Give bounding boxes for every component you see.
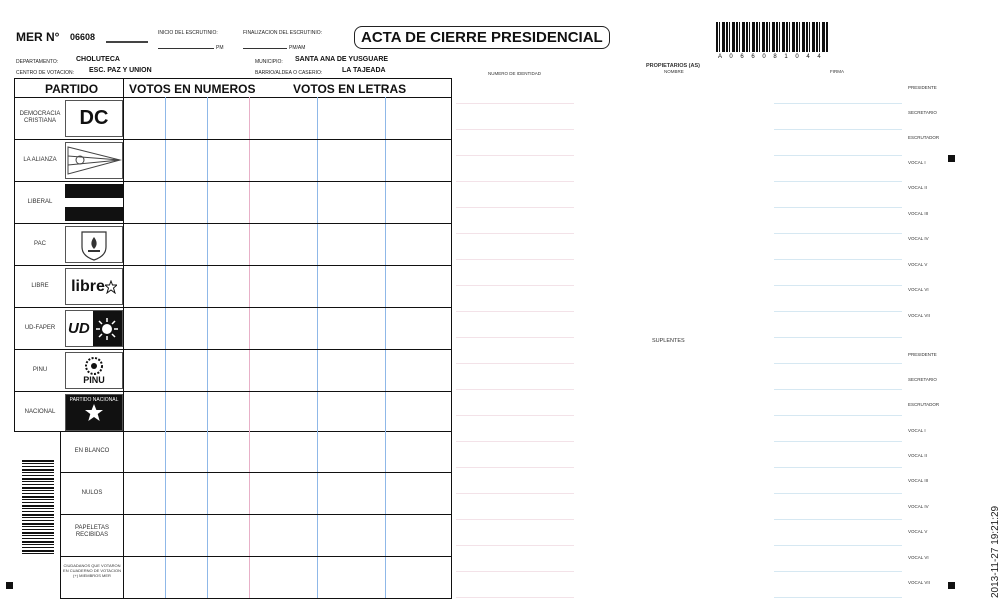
inicio-line xyxy=(158,48,214,49)
municipio-value: SANTA ANA DE YUSGUARE xyxy=(295,56,389,63)
nacional-logo-icon: PARTIDO NACIONAL xyxy=(65,394,123,431)
municipio-label: MUNICIPIO: xyxy=(255,59,283,65)
finalizacion-unit: PM/AM xyxy=(289,45,306,51)
role-label: VOCAL V xyxy=(908,529,928,534)
alianza-logo-icon xyxy=(65,142,123,179)
role-label: SECRETARIO xyxy=(908,377,937,382)
mer-number: 06608 xyxy=(70,32,96,42)
total-row-label: PAPELETAS RECIBIDAS xyxy=(74,525,110,538)
numero-identidad-label: NUMERO DE IDENTIDAD xyxy=(488,71,542,76)
col-partido: PARTIDO xyxy=(45,82,99,96)
party-name: NACIONAL xyxy=(24,409,56,415)
role-label: VOCAL V xyxy=(908,262,928,267)
role-label: VOCAL IV xyxy=(908,504,929,509)
departamento-label: DEPARTAMENTO: xyxy=(16,59,59,65)
party-name: UD-FAPER xyxy=(24,325,56,331)
role-label: VOCAL VI xyxy=(908,287,929,292)
party-name: PINU xyxy=(32,367,48,373)
pac-logo-icon xyxy=(65,226,123,263)
votes-table xyxy=(14,78,452,432)
suplentes-label: SUPLENTES xyxy=(652,338,685,344)
dc-logo-icon: DC xyxy=(65,100,123,137)
role-label: VOCAL VI xyxy=(908,555,929,560)
role-label: ESCRUTADOR xyxy=(908,135,940,140)
corner-mark xyxy=(6,582,13,589)
inicio-label: INICIO DEL ESCRUTINIO: xyxy=(158,30,218,36)
corner-mark xyxy=(948,155,955,162)
role-label: PRESIDENTE xyxy=(908,352,937,357)
nombre-label: NOMBRE xyxy=(664,69,684,74)
departamento-value: CHOLUTECA xyxy=(76,56,120,63)
inicio-unit: PM xyxy=(216,45,224,51)
libre-logo-icon: libre xyxy=(65,268,123,305)
pinu-logo-icon: PINU xyxy=(65,352,123,389)
ud-logo-icon: UD xyxy=(65,310,123,347)
liberal-logo-icon xyxy=(65,184,123,221)
party-name: LIBERAL xyxy=(27,199,53,205)
col-numeros: VOTOS EN NUMEROS xyxy=(129,82,256,96)
role-label: VOCAL VII xyxy=(908,580,930,585)
finalizacion-label: FINALIZACION DEL ESCRUTINIO: xyxy=(243,30,322,36)
total-row-label: NULOS xyxy=(81,490,103,496)
role-label: VOCAL IV xyxy=(908,236,929,241)
corner-mark xyxy=(948,582,955,589)
party-name: PAC xyxy=(34,241,46,247)
tse-logo-icon xyxy=(106,31,148,43)
party-name: LIBRE xyxy=(31,283,49,289)
role-label: VOCAL III xyxy=(908,211,929,216)
identidad-column xyxy=(456,78,574,600)
role-label: SECRETARIO xyxy=(908,110,937,115)
barcode-icon xyxy=(716,22,828,52)
barrio-value: LA TAJEADA xyxy=(342,67,386,74)
scan-timestamp: 2013-11-27 19:21:29 xyxy=(990,505,1001,598)
role-label: VOCAL III xyxy=(908,478,929,483)
firma-label: FIRMA xyxy=(830,69,844,74)
barrio-label: BARRIO/ALDEA O CASERIO: xyxy=(255,70,323,76)
total-row-label: EN BLANCO xyxy=(74,448,110,454)
document-title: ACTA DE CIERRE PRESIDENCIAL xyxy=(354,26,610,49)
role-label: VOCAL VII xyxy=(908,313,930,318)
party-name: DEMOCRACIA CRISTIANA xyxy=(19,111,61,124)
role-label: VOCAL II xyxy=(908,453,927,458)
role-label: VOCAL II xyxy=(908,185,927,190)
centro-value: ESC. PAZ Y UNION xyxy=(89,67,152,74)
finalizacion-line xyxy=(243,48,287,49)
barcode-number: A 0 6 6 0 8 1 0 4 4 xyxy=(718,54,824,60)
col-letras: VOTOS EN LETRAS xyxy=(293,82,407,96)
role-label: VOCAL I xyxy=(908,428,926,433)
party-name: LA ALIANZA xyxy=(23,157,57,163)
role-label: PRESIDENTE xyxy=(908,85,937,90)
totals-table xyxy=(60,431,452,599)
mer-label: MER N° xyxy=(16,30,60,44)
role-label: ESCRUTADOR xyxy=(908,402,940,407)
nombre-column xyxy=(774,78,902,600)
side-barcode-icon xyxy=(22,460,54,554)
role-label: VOCAL I xyxy=(908,160,926,165)
centro-label: CENTRO DE VOTACION: xyxy=(16,70,74,76)
total-row-label: CIUDADANOS QUE VOTARON EN CUADERNO DE VOTACION (+) MIEMBROS MER xyxy=(63,563,121,578)
propietarios-label: PROPIETARIOS (AS) xyxy=(646,63,700,69)
